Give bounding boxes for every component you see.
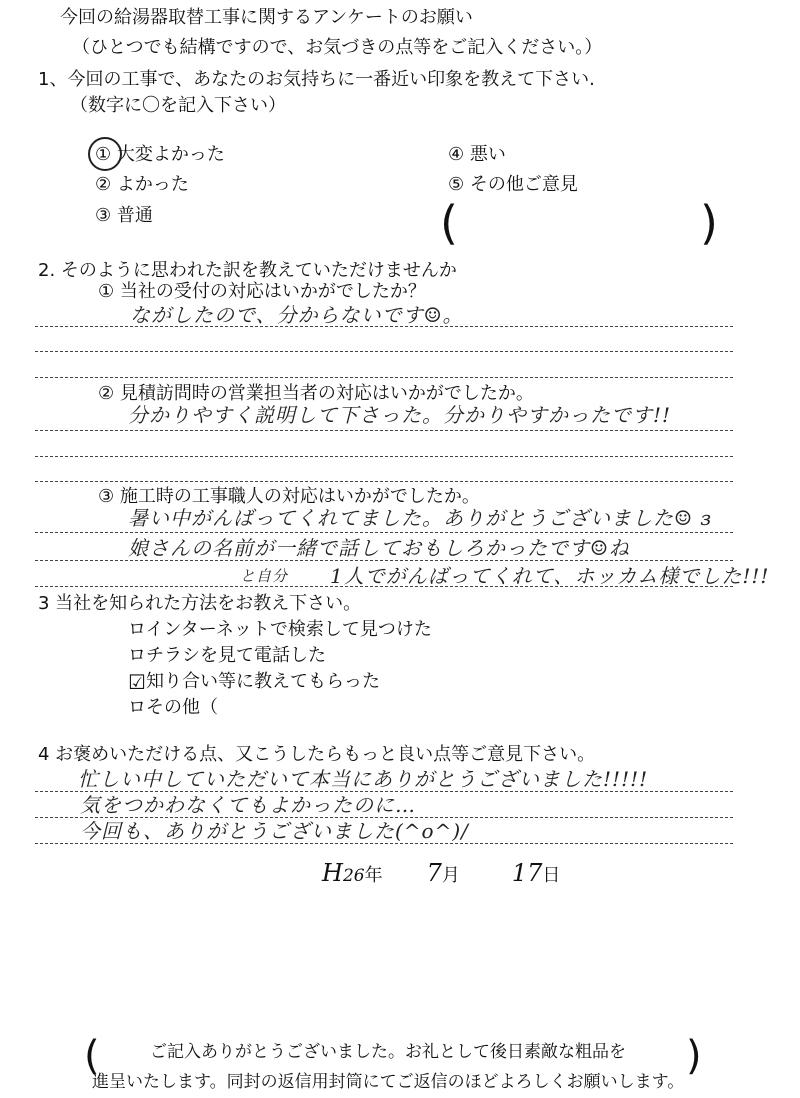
page-subtitle: （ひとつでも結構ですので、お気づきの点等をご記入ください。） — [72, 37, 603, 58]
q4-answer-line2: 気をつかわなくてもよかったのに… — [80, 793, 416, 817]
q2-sub3-answer-line3: 1人でがんばってくれて、ホッカム様でした!!! — [330, 564, 770, 588]
answer-line — [35, 351, 733, 352]
q1-option-3[interactable]: ③ 普通 — [95, 205, 153, 226]
q2-sub2-answer: 分かりやすく説明して下さった。分かりやすかったです!! — [128, 403, 672, 427]
q3-question: 3 当社を知られた方法をお教え下さい。 — [38, 593, 362, 614]
date-day-unit: 日 — [542, 865, 561, 886]
date-line — [322, 860, 560, 889]
q3-option-3[interactable]: 知り合い等に教えてもらった — [146, 671, 380, 692]
answer-line — [35, 817, 733, 818]
footer-line1: ご記入ありがとうございました。お礼として後日素敵な粗品を — [150, 1042, 626, 1062]
q1-question: 1、今回の工事で、あなたのお気持ちに一番近い印象を教えて下さい. — [38, 69, 595, 90]
footer-open-bracket: ( — [84, 1033, 100, 1079]
page-title: 今回の給湯器取替工事に関するアンケートのお願い — [60, 7, 473, 28]
q2-sub3-answer-line2: 娘さんの名前が一緒で話しておもしろかったです☺ね — [128, 536, 630, 560]
date-year: 26 — [342, 866, 365, 886]
q1-instruction: （数字に〇を記入下さい） — [70, 95, 286, 116]
q3-option-2[interactable]: ロチラシを見て電話した — [128, 645, 326, 666]
answer-line — [35, 377, 733, 378]
q2-sub2-question: ② 見積訪問時の営業担当者の対応はいかがでしたか。 — [98, 383, 534, 404]
q1-option-1[interactable]: ① 大変よかった — [95, 144, 225, 165]
q2-question: 2. そのように思われた訳を教えていただけませんか — [38, 260, 457, 281]
q3-option-4[interactable]: ロその他（ — [128, 697, 218, 718]
q2-sub3-answer-line1: 暑い中がんばってくれてました。ありがとうございました☺ з — [128, 506, 713, 530]
q3-option-1[interactable]: ロインターネットで検索して見つけた — [128, 619, 432, 640]
answer-line — [35, 586, 733, 587]
q1-option-5[interactable]: ⑤ その他ご意見 — [448, 174, 578, 195]
footer-close-bracket: ) — [686, 1033, 702, 1079]
q3-checked-box[interactable]: ☑ — [128, 670, 146, 694]
q4-question: 4 お褒めいただける点、又こうしたらもっと良い点等ご意見下さい。 — [38, 744, 596, 765]
q2-sub3-question: ③ 施工時の工事職人の対応はいかがでしたか。 — [98, 486, 480, 507]
date-era: H — [322, 859, 343, 887]
date-month-unit: 月 — [441, 865, 460, 886]
q2-sub1-question: ① 当社の受付の対応はいかがでしたか？ — [98, 281, 426, 302]
footer-line2: 進呈いたします。同封の返信用封筒にてご返信のほどよろしくお願いします。 — [92, 1072, 685, 1092]
answer-line — [35, 481, 733, 482]
q1-option-4[interactable]: ④ 悪い — [448, 144, 506, 165]
other-close-paren: ) — [700, 196, 718, 250]
date-day: 17 — [511, 859, 543, 887]
q4-answer-line1: 忙しい中していただいて本当にありがとうございました!!!!! — [78, 767, 649, 791]
date-year-unit: 年 — [364, 865, 383, 886]
answer-line — [35, 532, 733, 533]
q2-sub1-answer: ながしたので、分からないです☺。 — [130, 303, 464, 327]
q1-option-2[interactable]: ② よかった — [95, 174, 189, 195]
q2-sub3-answer-prefix: と自分 — [240, 567, 289, 585]
answer-line — [35, 326, 733, 327]
other-open-paren: ( — [440, 196, 458, 250]
answer-line — [35, 560, 733, 561]
answer-line — [35, 430, 733, 431]
answer-line — [35, 456, 733, 457]
answer-line — [35, 843, 733, 844]
date-month: 7 — [426, 859, 442, 887]
answer-line — [35, 791, 733, 792]
q4-answer-line3: 今回も、ありがとうございました(^o^)/ — [80, 819, 469, 843]
